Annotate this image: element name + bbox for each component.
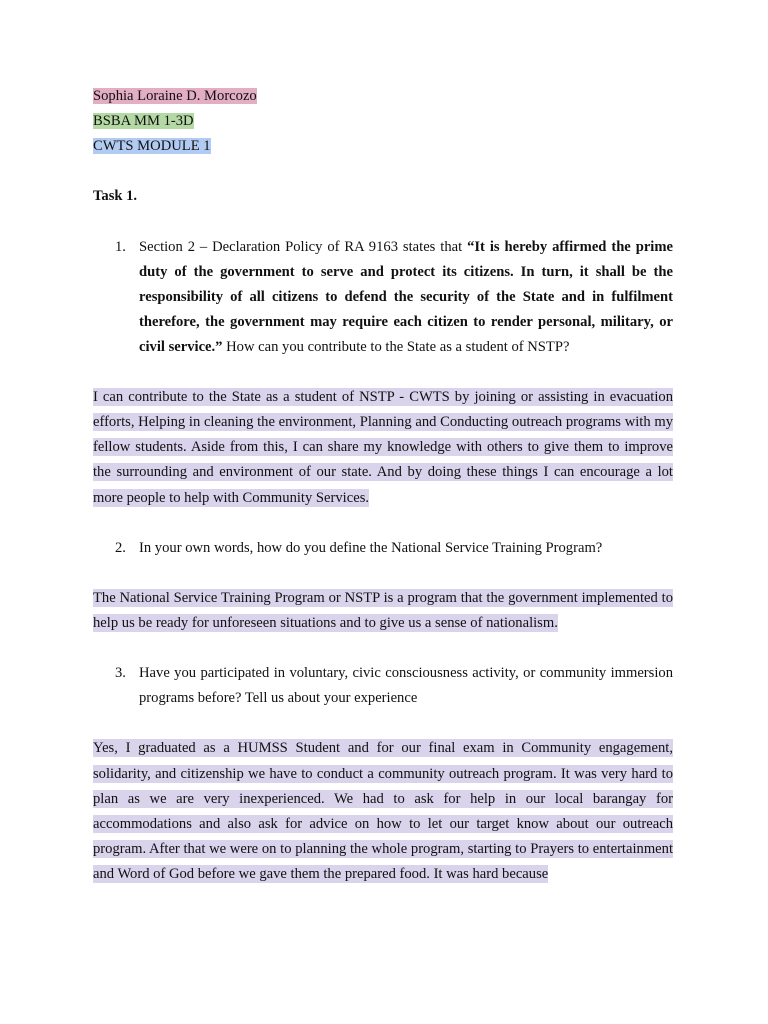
question-2: [93, 536, 673, 561]
question-1: [93, 235, 673, 360]
answer-2: [93, 586, 673, 636]
answer-text: The National Service Training Program or NSTP is a program that the government implemented to help us be ready for unforeseen situations and to give us a sense of nationalism.: [93, 589, 673, 631]
question-text: [139, 235, 673, 360]
spacer: [93, 159, 673, 184]
spacer: [93, 711, 673, 736]
answer-3: [93, 736, 673, 887]
answer-text: Yes, I graduated as a HUMSS Student and for our final exam in Community engagement, solidarity, and citizenship we have to conduct a community outreach program. It was very hard to plan as we are very inexperienced. We had to ask for help in our local barangay for accommodations and also ask for advice on how to let our target know about our outreach program. After that we were on to planning the whole program, starting to Prayers to entertainment and Word of God before we gave them the prepared food. It was hard because: [93, 740, 673, 882]
question-quote: “It is hereby affirmed the prime duty of the government to serve and protect its citizens. In turn, it shall be the responsibility of all citizens to defend the security of the State and in fulfilment therefore, the government may require each citizen to render personal, military, or civil service.”: [139, 238, 673, 355]
question-number: 1.: [115, 238, 126, 255]
spacer: [93, 511, 673, 536]
course-section: BSBA MM 1-3D: [93, 113, 194, 130]
question-intro: Section 2 – Declaration Policy of RA 9163 states that: [139, 238, 468, 255]
spacer: [93, 209, 673, 234]
course-line: [93, 109, 673, 134]
module-line: [93, 134, 673, 159]
spacer: [93, 561, 673, 586]
answer-1: [93, 385, 673, 510]
task-title: Task 1.: [93, 188, 138, 205]
question-number: 3.: [115, 665, 126, 682]
question-3: [93, 661, 673, 711]
document-page: [93, 84, 673, 887]
question-number: 2.: [115, 539, 126, 556]
question-text: Have you participated in voluntary, civic consciousness activity, or community immersion programs before? Tell us about your experience: [139, 665, 673, 707]
spacer: [93, 360, 673, 385]
question-text: In your own words, how do you define the National Service Training Program?: [139, 539, 603, 556]
student-name-line: [93, 84, 673, 109]
student-name: Sophia Loraine D. Morcozo: [93, 88, 257, 104]
spacer: [93, 636, 673, 661]
module-title: CWTS MODULE 1: [93, 138, 211, 155]
question-prompt: How can you contribute to the State as a student of NSTP?: [222, 338, 570, 355]
answer-text: I can contribute to the State as a student of NSTP - CWTS by joining or assisting in evacuation efforts, Helping in cleaning the environment, Planning and Conducting outreach programs with my fellow students. Aside from this, I can share my knowledge with others to give them to improve the surrounding and environment of our state. And by doing these things I can encourage a lot more people to help with Community Services.: [93, 389, 673, 506]
